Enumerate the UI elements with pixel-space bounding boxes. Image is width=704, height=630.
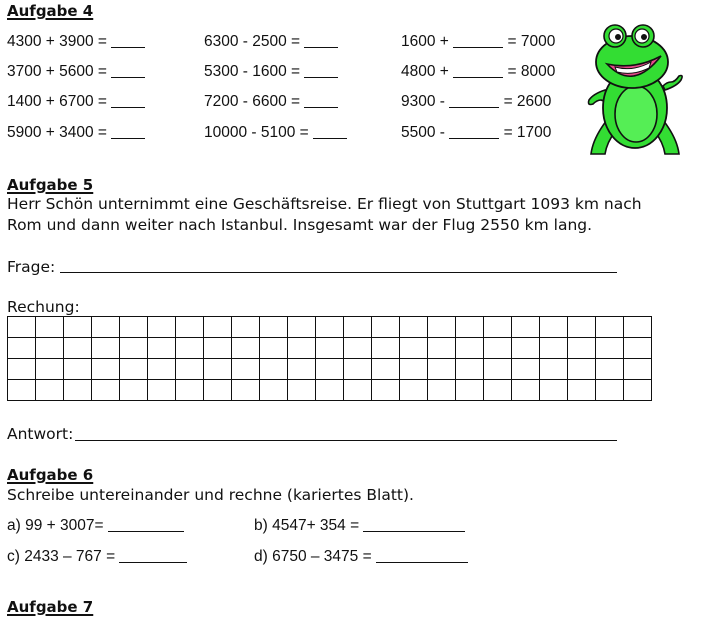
answer-blank[interactable] <box>304 76 338 78</box>
grid-cell[interactable] <box>400 317 428 338</box>
task5-text-line-2: Rom und dann weiter nach Istanbul. Insgesamt war der Flug 2550 km lang. <box>7 216 593 234</box>
task7-heading: Aufgabe 7 <box>7 598 94 616</box>
grid-cell[interactable] <box>260 338 288 359</box>
task4-eq-3-4: 5500 - = 1700 <box>401 124 552 141</box>
answer-blank[interactable] <box>111 106 145 108</box>
grid-cell[interactable] <box>428 359 456 380</box>
grid-cell[interactable] <box>148 380 176 401</box>
grid-cell[interactable] <box>260 380 288 401</box>
task4-heading: Aufgabe 4 <box>7 2 94 20</box>
grid-cell[interactable] <box>484 338 512 359</box>
grid-cell[interactable] <box>232 317 260 338</box>
grid-cell[interactable] <box>204 380 232 401</box>
answer-blank[interactable] <box>363 530 465 532</box>
question-label: Frage: <box>7 258 56 276</box>
grid-cell[interactable] <box>288 317 316 338</box>
grid-cell[interactable] <box>64 359 92 380</box>
grid-cell[interactable] <box>344 380 372 401</box>
grid-cell[interactable] <box>92 338 120 359</box>
grid-cell[interactable] <box>624 338 652 359</box>
grid-cell[interactable] <box>512 317 540 338</box>
answer-line[interactable] <box>75 440 617 441</box>
grid-cell[interactable] <box>8 317 36 338</box>
grid-cell[interactable] <box>456 380 484 401</box>
grid-cell[interactable] <box>204 317 232 338</box>
grid-cell[interactable] <box>288 338 316 359</box>
task4-eq-3-3: 9300 - = 2600 <box>401 93 552 110</box>
grid-cell[interactable] <box>624 317 652 338</box>
answer-blank[interactable] <box>313 137 347 139</box>
grid-cell[interactable] <box>372 317 400 338</box>
grid-cell[interactable] <box>316 338 344 359</box>
grid-cell[interactable] <box>316 359 344 380</box>
grid-cell[interactable] <box>148 338 176 359</box>
grid-cell[interactable] <box>8 359 36 380</box>
answer-blank[interactable] <box>376 561 468 563</box>
grid-cell[interactable] <box>92 317 120 338</box>
grid-cell[interactable] <box>540 317 568 338</box>
grid-cell[interactable] <box>456 317 484 338</box>
task4-eq-1-4: 5900 + 3400 = <box>7 124 145 142</box>
grid-cell[interactable] <box>372 338 400 359</box>
grid-cell[interactable] <box>64 338 92 359</box>
grid-cell[interactable] <box>36 317 64 338</box>
grid-cell[interactable] <box>484 380 512 401</box>
calc-label: Rechung: <box>7 298 80 316</box>
grid-cell[interactable] <box>8 380 36 401</box>
grid-cell[interactable] <box>288 359 316 380</box>
grid-cell[interactable] <box>512 380 540 401</box>
answer-blank[interactable] <box>111 46 145 48</box>
grid-cell[interactable] <box>540 338 568 359</box>
task4-eq-1-3: 1400 + 6700 = <box>7 93 145 111</box>
grid-cell[interactable] <box>120 380 148 401</box>
grid-cell[interactable] <box>484 359 512 380</box>
grid-cell[interactable] <box>204 359 232 380</box>
grid-cell[interactable] <box>344 359 372 380</box>
grid-cell[interactable] <box>344 317 372 338</box>
answer-blank[interactable] <box>453 76 503 78</box>
grid-cell[interactable] <box>400 380 428 401</box>
grid-cell[interactable] <box>540 359 568 380</box>
grid-cell[interactable] <box>148 359 176 380</box>
question-answer-line[interactable] <box>60 272 617 273</box>
grid-cell[interactable] <box>596 380 624 401</box>
grid-cell[interactable] <box>92 380 120 401</box>
answer-blank[interactable] <box>111 137 145 139</box>
grid-cell[interactable] <box>36 338 64 359</box>
grid-cell[interactable] <box>316 317 344 338</box>
grid-cell[interactable] <box>204 338 232 359</box>
grid-cell[interactable] <box>568 317 596 338</box>
grid-cell[interactable] <box>92 359 120 380</box>
grid-cell[interactable] <box>120 317 148 338</box>
answer-blank[interactable] <box>304 106 338 108</box>
answer-blank[interactable] <box>304 46 338 48</box>
grid-cell[interactable] <box>596 338 624 359</box>
task4-eq-3-1: 1600 + = 7000 <box>401 33 556 50</box>
answer-blank[interactable] <box>108 530 184 532</box>
grid-cell[interactable] <box>344 338 372 359</box>
grid-cell[interactable] <box>176 359 204 380</box>
answer-blank[interactable] <box>449 106 499 108</box>
grid-cell[interactable] <box>8 338 36 359</box>
task6-a: a) 99 + 3007= <box>7 517 184 535</box>
grid-cell[interactable] <box>624 380 652 401</box>
grid-cell[interactable] <box>232 359 260 380</box>
answer-blank[interactable] <box>119 561 187 563</box>
grid-cell[interactable] <box>64 317 92 338</box>
grid-cell[interactable] <box>232 338 260 359</box>
answer-blank[interactable] <box>453 46 503 48</box>
grid-cell[interactable] <box>568 380 596 401</box>
grid-cell[interactable] <box>260 359 288 380</box>
grid-cell[interactable] <box>120 338 148 359</box>
grid-cell[interactable] <box>176 338 204 359</box>
task4-eq-2-3: 7200 - 6600 = <box>204 93 338 111</box>
calculation-grid[interactable] <box>7 316 652 401</box>
grid-cell[interactable] <box>428 317 456 338</box>
answer-blank[interactable] <box>449 137 499 139</box>
grid-cell[interactable] <box>148 317 176 338</box>
grid-cell[interactable] <box>568 338 596 359</box>
grid-cell[interactable] <box>260 317 288 338</box>
task6-c: c) 2433 – 767 = <box>7 548 187 566</box>
grid-cell[interactable] <box>540 380 568 401</box>
task4-eq-3-2: 4800 + = 8000 <box>401 63 556 80</box>
grid-cell[interactable] <box>596 317 624 338</box>
grid-cell[interactable] <box>372 380 400 401</box>
grid-cell[interactable] <box>456 338 484 359</box>
task4-eq-1-2: 3700 + 5600 = <box>7 63 145 81</box>
grid-cell[interactable] <box>596 359 624 380</box>
grid-cell[interactable] <box>428 338 456 359</box>
grid-cell[interactable] <box>484 317 512 338</box>
answer-label: Antwort: <box>7 425 74 443</box>
grid-cell[interactable] <box>36 380 64 401</box>
frog-illustration <box>585 20 685 160</box>
grid-cell[interactable] <box>400 359 428 380</box>
grid-cell[interactable] <box>624 359 652 380</box>
grid-cell[interactable] <box>512 338 540 359</box>
task4-eq-2-1: 6300 - 2500 = <box>204 33 338 51</box>
grid-cell[interactable] <box>232 380 260 401</box>
grid-cell[interactable] <box>64 380 92 401</box>
task6-heading: Aufgabe 6 <box>7 466 94 484</box>
grid-cell[interactable] <box>316 380 344 401</box>
grid-cell[interactable] <box>288 380 316 401</box>
grid-cell[interactable] <box>372 359 400 380</box>
task4-eq-2-4: 10000 - 5100 = <box>204 124 347 142</box>
grid-cell[interactable] <box>176 380 204 401</box>
grid-cell[interactable] <box>512 359 540 380</box>
grid-cell[interactable] <box>428 380 456 401</box>
answer-blank[interactable] <box>111 76 145 78</box>
task6-instruction: Schreibe untereinander und rechne (kariertes Blatt). <box>7 486 414 504</box>
task4-eq-1-1: 4300 + 3900 = <box>7 33 145 51</box>
task6-b: b) 4547+ 354 = <box>254 517 465 535</box>
task5-text-line-1: Herr Schön unternimmt eine Geschäftsreise. Er fliegt von Stuttgart 1093 km nach <box>7 195 642 213</box>
grid-cell[interactable] <box>176 317 204 338</box>
task5-heading: Aufgabe 5 <box>7 176 94 194</box>
grid-cell[interactable] <box>400 338 428 359</box>
task4-eq-2-2: 5300 - 1600 = <box>204 63 338 81</box>
grid-cell[interactable] <box>568 359 596 380</box>
grid-cell[interactable] <box>456 359 484 380</box>
task6-d: d) 6750 – 3475 = <box>254 548 468 566</box>
grid-cell[interactable] <box>36 359 64 380</box>
grid-cell[interactable] <box>120 359 148 380</box>
